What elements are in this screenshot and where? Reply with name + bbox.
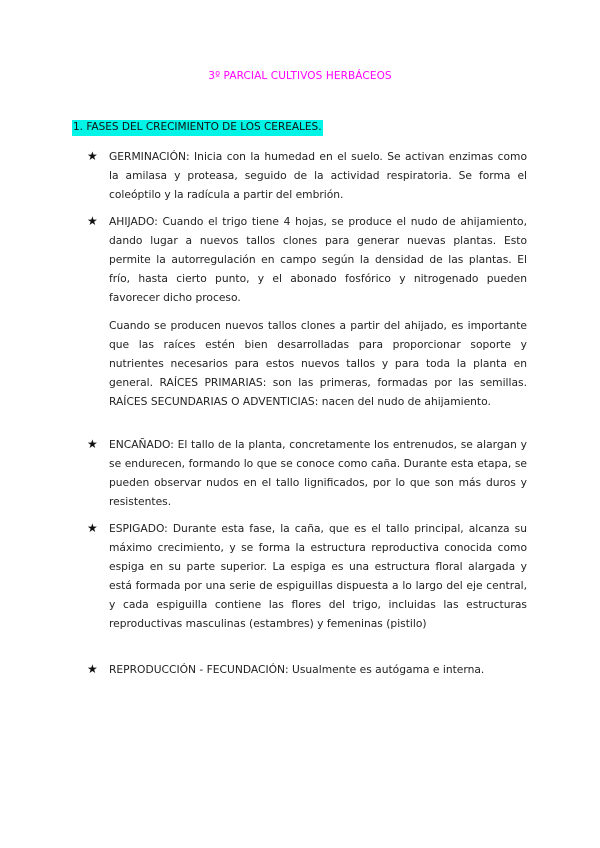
star-bullet-icon: ★ xyxy=(87,437,98,451)
ahijado-roots-paragraph: Cuando se producen nuevos tallos clones a partir del ahijado, es importante que las raíces estén bien desarrolladas para proporcionar soporte y nutrientes necesarios para estos nuevos tallos y para toda la planta en general. RAÍCES PRIMARIAS: son las primeras, formadas por las semillas. RAÍCES SECUNDARIAS O ADVENTICIAS: nacen del nudo de ahijamiento. xyxy=(109,319,527,408)
star-bullet-icon: ★ xyxy=(87,662,98,676)
star-bullet-icon: ★ xyxy=(87,214,98,228)
list-item-text: ENCAÑADO: El tallo de la planta, concretamente los entrenudos, se alargan y se endurecen, formando lo que se conoce como caña. Durante esta etapa, se pueden observar nudos en el tallo lignificados, por lo que son más duros y resistentes. xyxy=(109,438,527,508)
list-item-text: REPRODUCCIÓN - FECUNDACIÓN: Usualmente es autógama e interna. xyxy=(109,663,485,676)
section-heading: 1. FASES DEL CRECIMIENTO DE LOS CEREALES. xyxy=(72,120,323,136)
star-bullet-icon: ★ xyxy=(87,149,98,163)
list-item-ahijado xyxy=(87,212,527,307)
list-item-text: GERMINACIÓN: Inicia con la humedad en el suelo. Se activan enzimas como la amilasa y proteasa, seguido de la actividad respiratoria. Se forma el coleóptilo y la radícula a partir del embrión. xyxy=(109,150,527,201)
document-title: 3º PARCIAL CULTIVOS HERBÁCEOS xyxy=(208,70,392,82)
list-item-encanado xyxy=(87,435,527,511)
list-item-text: AHIJADO: Cuando el trigo tiene 4 hojas, se produce el nudo de ahijamiento, dando lugar a nuevos tallos clones para generar nuevas plantas. Esto permite la autorregulación en campo según la densidad de las plantas. El frío, hasta cierto punto, y el abonado fosfórico y nitrogenado pueden favorecer dicho proceso. xyxy=(109,215,527,304)
star-bullet-icon: ★ xyxy=(87,521,98,535)
list-item-espigado xyxy=(87,519,527,633)
list-item-germinacion xyxy=(87,147,527,204)
list-item-reproduccion xyxy=(87,660,527,679)
list-item-text: ESPIGADO: Durante esta fase, la caña, que es el tallo principal, alcanza su máximo crecimiento, y se forma la estructura reproductiva conocida como espiga en su parte superior. La espiga es una estructura floral alargada y está formada por una serie de espiguillas dispuesta a lo largo del eje central, y cada espiguilla contiene las flores del trigo, incluidas las estructuras reproductivas masculinas (estambres) y femeninas (pistilo) xyxy=(109,522,527,630)
